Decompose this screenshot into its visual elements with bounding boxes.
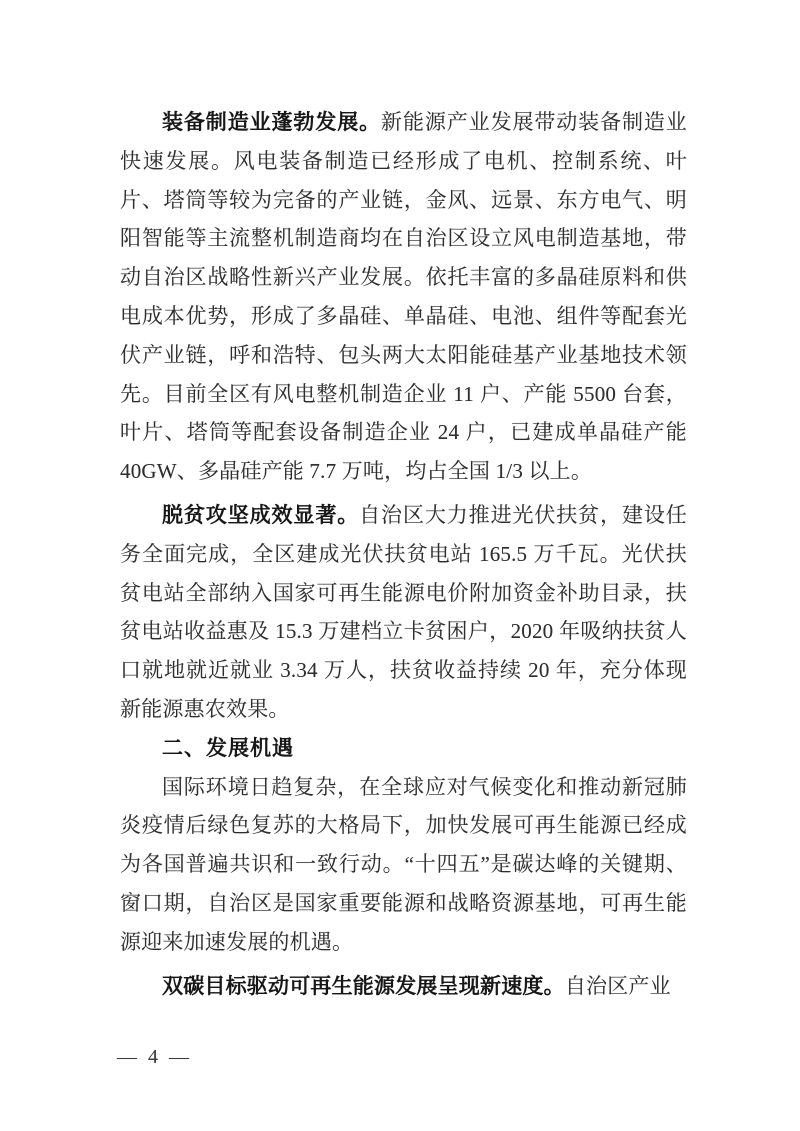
paragraph-body-equipment-manufacturing: 新能源产业发展带动装备制造业快速发展。风电装备制造已经形成了电机、控制系统、叶片、塔筒等较为完备的产业链，金风、远景、东方电气、明阳智能等主流整机制造商均在自治区设立风电制造基地，带动自治区战略性新兴产业发展。依托丰富的多晶硅原料和供电成本优势，形成了多晶硅、单晶硅、电池、组件等配套光伏产业链，呼和浩特、包头两大太阳能硅基产业基地技术领先。目前全区有风电整机制造企业 11 户、产能 5500 台套，叶片、塔筒等配套设备制造企业 24 户，已建成单晶硅产能 40GW、多晶硅产能 7.7 万吨，均占全国 1/3 以上。 bbox=[120, 110, 687, 484]
paragraph-body-poverty-alleviation: 自治区大力推进光伏扶贫，建设任务全面完成，全区建成光伏扶贫电站 165.5 万千瓦。光伏扶贫电站全部纳入国家可再生能源电价附加资金补助目录，扶贫电站收益惠及 15.3 万建档立卡贫困户，2020 年吸纳扶贫人口就地就近就业 3.34 万人，扶贫收益持续 20 年，充分体现新能源惠农效果。 bbox=[120, 502, 687, 721]
paragraph-lead-equipment-manufacturing: 装备制造业蓬勃发展。 bbox=[162, 110, 382, 134]
section-heading-development-opportunities: 二、发展机遇 bbox=[162, 735, 294, 760]
paragraph-poverty-alleviation bbox=[120, 496, 687, 729]
paragraph-body-international-context: 国际环境日趋复杂，在全球应对气候变化和推动新冠肺炎疫情后绿色复苏的大格局下，加快发展可再生能源已经成为各国普遍共识和一致行动。“十四五”是碳达峰的关键期、窗口期，自治区是国家重要能源和战略资源基地，可再生能源迎来加速发展的机遇。 bbox=[120, 774, 687, 954]
paragraph-lead-poverty-alleviation: 脱贫攻坚成效显著。 bbox=[162, 502, 360, 527]
paragraph-lead-dual-carbon-goals: 双碳目标驱动可再生能源发展呈现新速度。 bbox=[162, 973, 565, 998]
page-number: — 4 — bbox=[117, 1046, 192, 1068]
paragraph-equipment-manufacturing bbox=[120, 103, 687, 491]
paragraph-body-dual-carbon-goals: 自治区产业 bbox=[564, 973, 671, 998]
paragraph-dual-carbon-goals bbox=[120, 967, 687, 1006]
document-content bbox=[120, 103, 687, 1005]
paragraph-international-context bbox=[120, 768, 687, 962]
